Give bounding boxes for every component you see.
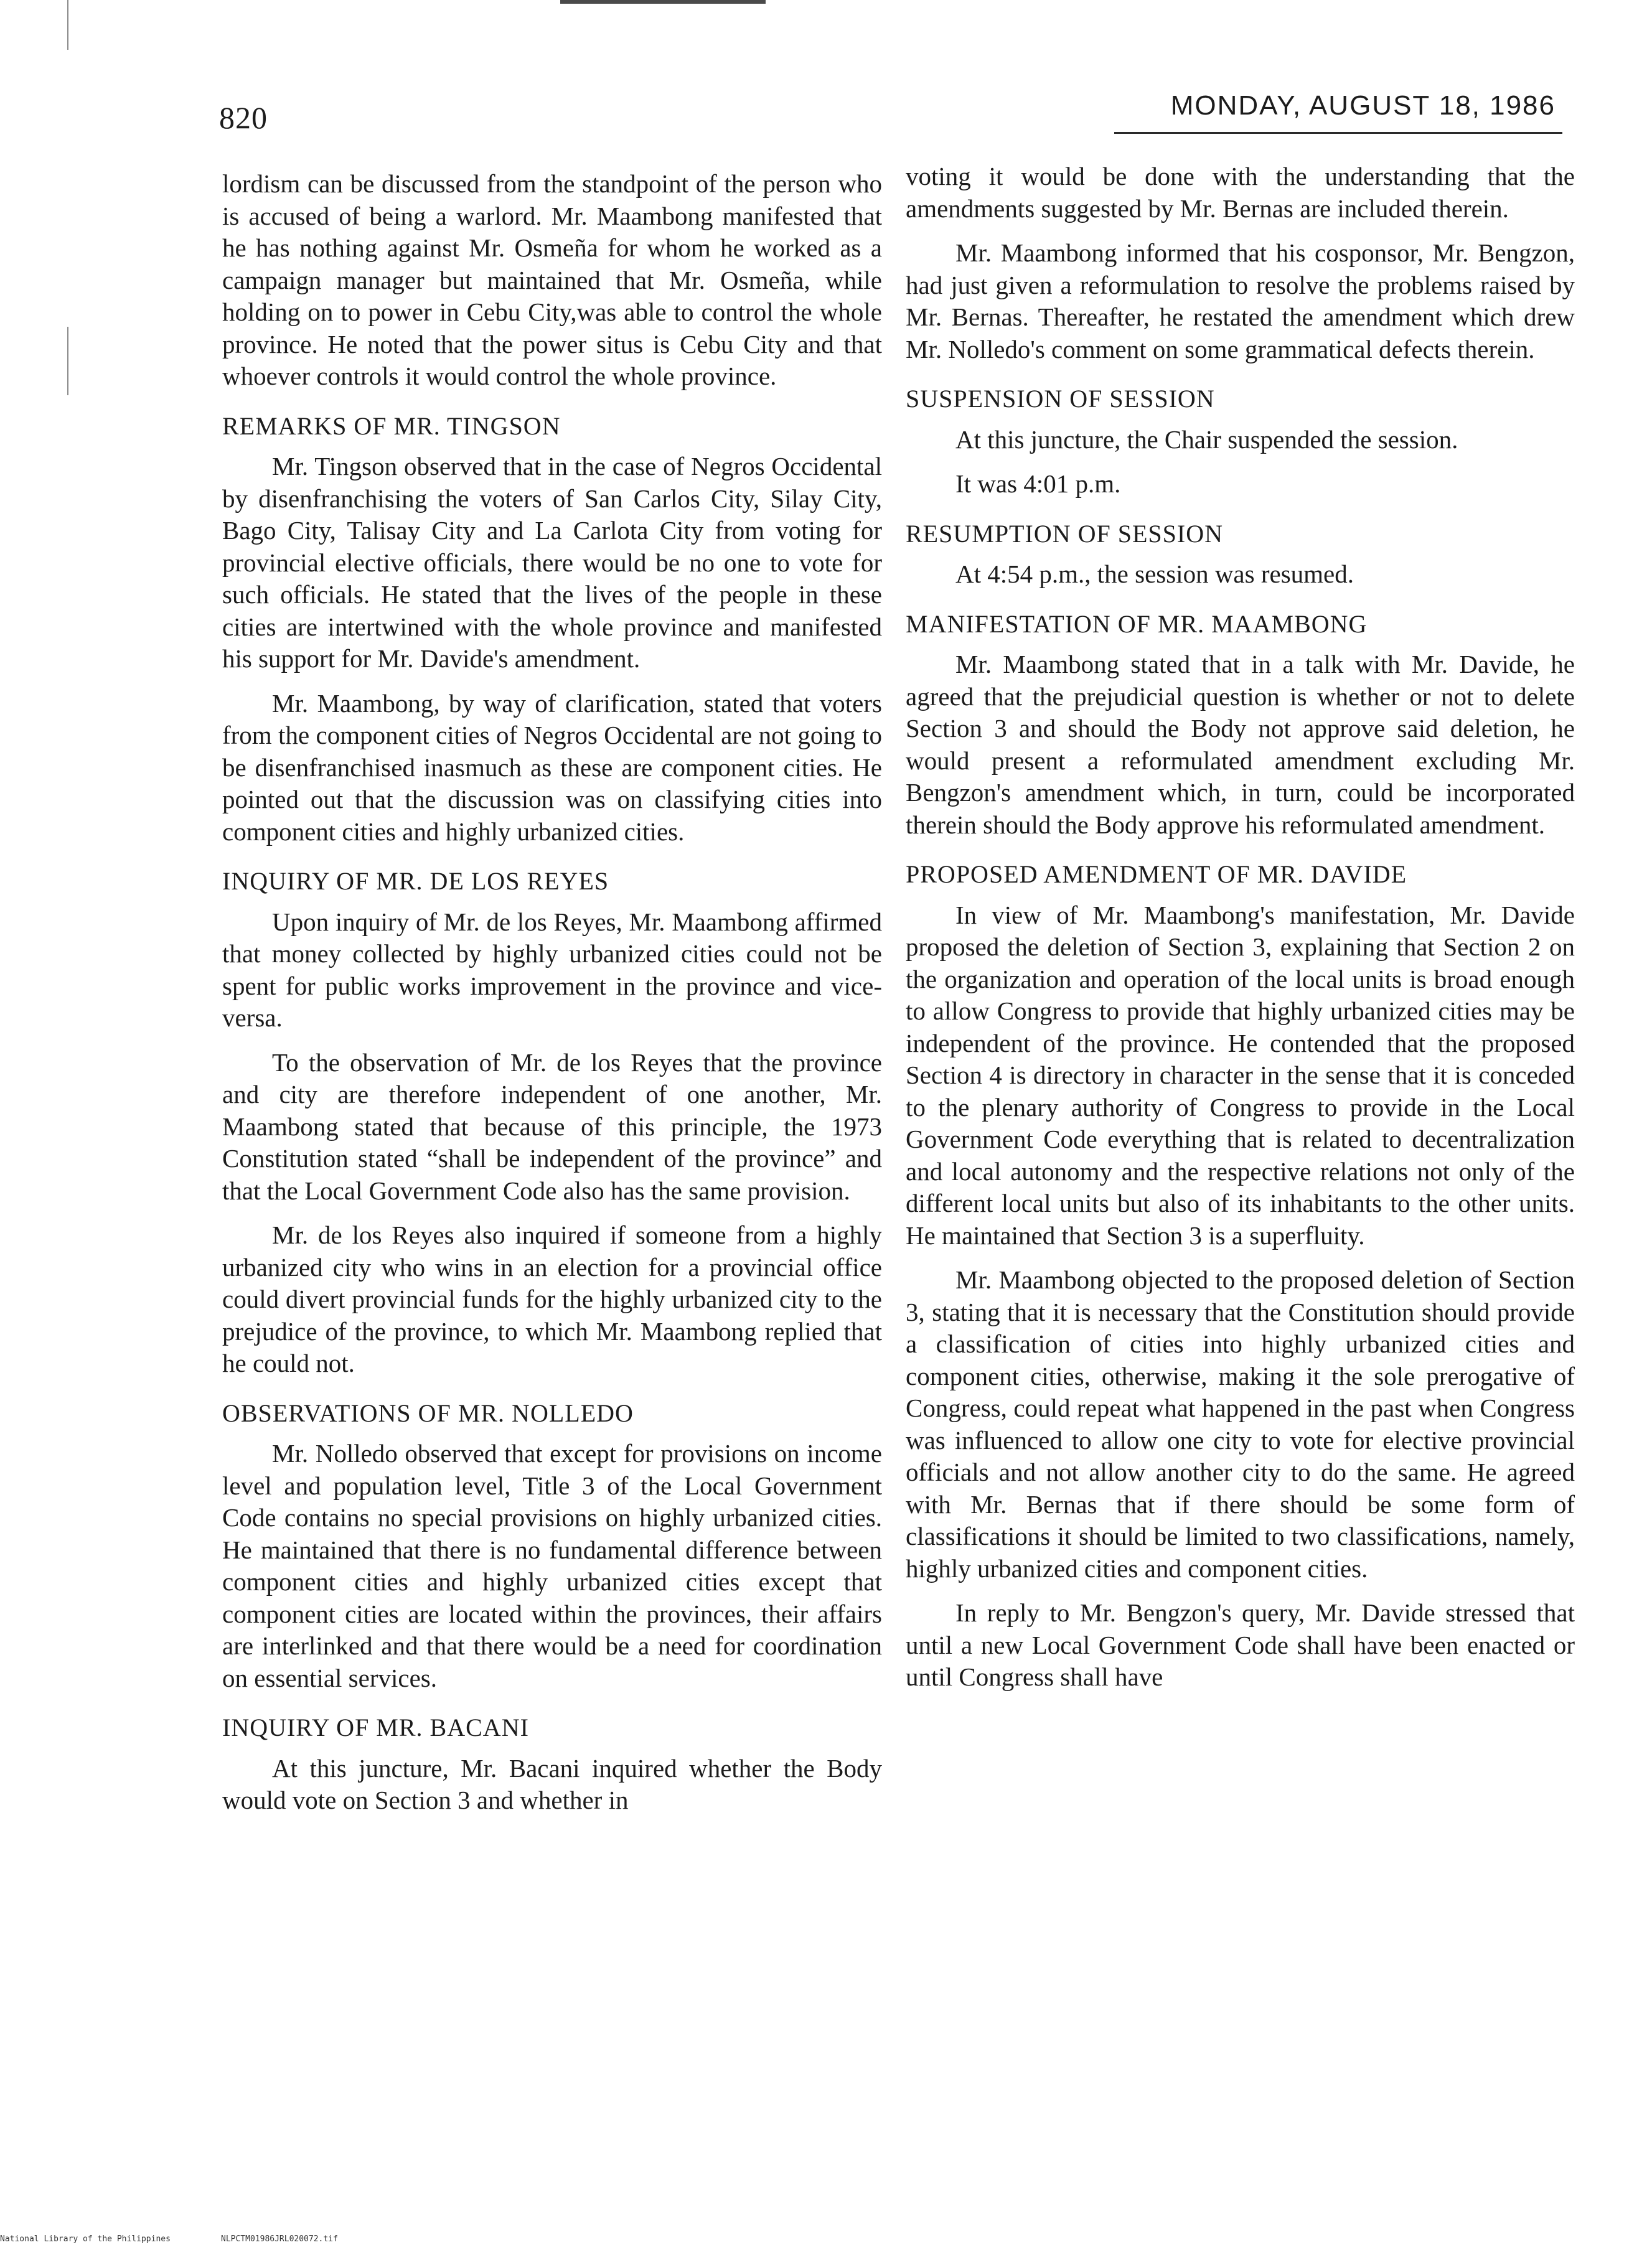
paragraph: It was 4:01 p.m.	[955, 469, 1121, 498]
paragraph: Mr. Maambong objected to the proposed deletion of Section 3, stating that it is necessary that the Constitution should provide a classification of cities into highly urbanized cities and component cities, otherwise, making it the sole prerogative of Congress, could repeat what happened in the past when Congress was influenced to allow one city to vote for elective provincial officials and not allow another city to do the same. He agreed with Mr. Bernas that if there should be some form of classifications it should be limited to two classifications, namely, highly urbanized cities and component cities.	[906, 1265, 1575, 1583]
section-heading: REMARKS OF MR. TINGSON	[222, 411, 561, 440]
paragraph: Mr. de los Reyes also inquired if someone from a highly urbanized city who wins in an election for a provincial office could divert provincial funds for the highly urbanized city to the prejudice of the province, to which Mr. Maambong replied that he could not.	[222, 1221, 882, 1377]
paragraph: Mr. Tingson observed that in the case of Negros Occidental by disenfranchising the voters of San Carlos City, Silay City, Bago City, Talisay City and La Carlota City from voting for provincial elective officials, there would be no one to vote for such officials. He stated that the lives of the people in these cities are intertwined with the whole province and manifested his support for Mr. Davide's amendment.	[222, 452, 882, 673]
right-column	[906, 161, 1575, 1706]
paragraph: Upon inquiry of Mr. de los Reyes, Mr. Maambong affirmed that money collected by highly urbanized cities could not be spent for public works improvement in the province and vice-versa.	[222, 907, 882, 1032]
paragraph: At this juncture, the Chair suspended the session.	[955, 424, 1458, 454]
paragraph: Mr. Maambong, by way of clarification, stated that voters from the component cities of Negros Occidental are not going to be disenfranchised inasmuch as these are component cities. He pointed out that the discussion was on classifying cities into component cities and highly urbanized cities.	[222, 688, 882, 846]
section-heading: OBSERVATIONS OF MR. NOLLEDO	[222, 1399, 634, 1427]
left-column	[222, 168, 882, 1829]
header-date: MONDAY, AUGUST 18, 1986	[1170, 90, 1556, 121]
section-heading: PROPOSED AMENDMENT OF MR. DAVIDE	[906, 860, 1407, 888]
paragraph: At this juncture, Mr. Bacani inquired whether the Body would vote on Section 3 and whether in	[222, 1753, 882, 1814]
paragraph: In reply to Mr. Bengzon's query, Mr. Davide stressed that until a new Local Government Code shall have been enacted or until Congress shall have	[906, 1598, 1575, 1691]
section-heading: RESUMPTION OF SESSION	[906, 519, 1223, 548]
paragraph: Mr. Maambong informed that his cosponsor, Mr. Bengzon, had just given a reformulation to resolve the problems raised by Mr. Bernas. Thereafter, he restated the amendment which drew Mr. Nolledo's comment on some grammatical defects therein.	[906, 238, 1575, 363]
section-heading: MANIFESTATION OF MR. MAAMBONG	[906, 609, 1368, 638]
paragraph: At 4:54 p.m., the session was resumed.	[955, 560, 1354, 588]
margin-scan-mark	[67, 0, 68, 50]
footer-file-id: NLPCTM01986JRL020072.tif	[221, 2234, 338, 2244]
margin-scan-mark	[67, 327, 68, 395]
paragraph: lordism can be discussed from the standpoint of the person who is accused of being a warlord. Mr. Maambong manifested that he has nothing against Mr. Osmeña for whom he worked as a campaign manager but maintained that Mr. Osmeña, while holding on to power in Cebu City,was able to control the whole province. He noted that the power situs is Cebu City and that whoever controls it would control the whole province.	[222, 169, 882, 390]
header-rule	[1114, 132, 1562, 134]
paragraph: voting it would be done with the understanding that the amendments suggested by Mr. Bernas are included therein.	[906, 162, 1575, 223]
section-heading: INQUIRY OF MR. DE LOS REYES	[222, 867, 609, 895]
scan-edge-mark	[560, 0, 766, 4]
footer-library-name: National Library of the Philippines	[0, 2234, 171, 2244]
page-number: 820	[219, 100, 268, 135]
section-heading: INQUIRY OF MR. BACANI	[222, 1713, 529, 1741]
section-heading: SUSPENSION OF SESSION	[906, 385, 1215, 413]
paragraph: Mr. Nolledo observed that except for provisions on income level and population level, Title 3 of the Local Government Code contains no special provisions on highly urbanized cities. He maintained that there is no fundamental difference between component cities and highly urbanized cities except that component cities are located within the provinces, their affairs are interlinked and that there would be a need for coordination on essential services.	[222, 1439, 882, 1692]
paragraph: Mr. Maambong stated that in a talk with Mr. Davide, he agreed that the prejudicial question is whether or not to delete Section 3 and should the Body not approve said deletion, he would present a reformulated amendment excluding Mr. Bengzon's amendment which, in turn, could be incorporated therein should the Body approve his reformulated amendment.	[906, 650, 1575, 839]
paragraph: In view of Mr. Maambong's manifestation, Mr. Davide proposed the deletion of Section 3, explaining that Section 2 on the organization and operation of the local units is broad enough to allow Congress to provide that highly urbanized cities may be independent of the province. He contended that the proposed Section 4 is directory in character in the sense that it is conceded to the plenary authority of Congress to provide in the Local Government Code everything that is related to decentralization and local autonomy and the respective relations not only of the different local units but also of its inhabitants to the other units. He maintained that Section 3 is a superfluity.	[906, 900, 1575, 1250]
paragraph: To the observation of Mr. de los Reyes that the province and city are therefore independent of one another, Mr. Maambong stated that because of this principle, the 1973 Constitution stated “shall be independent of the province” and that the Local Government Code also has the same provision.	[222, 1048, 882, 1205]
